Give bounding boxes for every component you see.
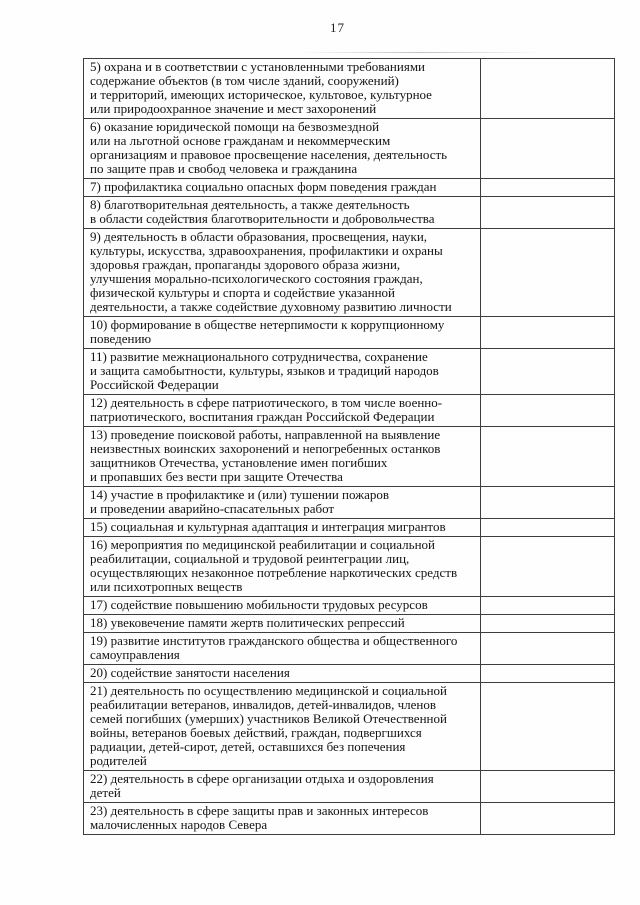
activity-cell: 13) проведение поисковой работы, направленной на выявление неизвестных воинских захоронений и непогребенных останков защитников Отечества, установление имен погибших и пропавших без вести при защите Отечества (84, 427, 481, 487)
table-row (84, 519, 615, 537)
value-cell (481, 59, 615, 119)
activity-cell: 12) деятельность в сфере патриотического, в том числе военно- патриотического, воспитания граждан Российской Федерации (84, 395, 481, 427)
value-cell (481, 615, 615, 633)
activity-cell: 7) профилактика социально опасных форм поведения граждан (84, 179, 481, 197)
value-cell (481, 633, 615, 665)
table-row (84, 427, 615, 487)
table-row (84, 119, 615, 179)
table-row (84, 487, 615, 519)
table-row (84, 633, 615, 665)
value-cell (481, 665, 615, 683)
activities-table (83, 58, 615, 835)
table-row (84, 349, 615, 395)
value-cell (481, 119, 615, 179)
value-cell (481, 683, 615, 771)
value-cell (481, 197, 615, 229)
activity-cell: 20) содействие занятости населения (84, 665, 481, 683)
value-cell (481, 395, 615, 427)
activity-cell: 21) деятельность по осуществлению медицинской и социальной реабилитации ветеранов, инвалидов, детей-инвалидов, членов семей погибших (умерших) участников Великой Отечественной войны, ветеранов боевых действий, граждан, подвергшихся радиации, детей-сирот, детей, оставшихся без попечения родителей (84, 683, 481, 771)
activities-table-body (84, 59, 615, 835)
value-cell (481, 179, 615, 197)
activity-cell: 9) деятельность в области образования, просвещения, науки, культуры, искусства, здравоохранения, профилактики и охраны здоровья граждан, пропаганды здорового образа жизни, улучшения морально-психологического состояния граждан, физической культуры и спорта и содействие указанной деятельности, а также содействие духовному развитию личности (84, 229, 481, 317)
activity-cell: 22) деятельность в сфере организации отдыха и оздоровления детей (84, 771, 481, 803)
activity-cell: 8) благотворительная деятельность, а также деятельность в области содействия благотворительности и добровольчества (84, 197, 481, 229)
table-row (84, 665, 615, 683)
value-cell (481, 317, 615, 349)
activity-cell: 18) увековечение памяти жертв политических репрессий (84, 615, 481, 633)
table-row (84, 179, 615, 197)
activity-cell: 6) оказание юридической помощи на безвозмездной или на льготной основе гражданам и некоммерческим организациям и правовое просвещение населения, деятельность по защите прав и свобод человека и гражданина (84, 119, 481, 179)
value-cell (481, 771, 615, 803)
activity-cell: 17) содействие повышению мобильности трудовых ресурсов (84, 597, 481, 615)
table-row (84, 59, 615, 119)
activity-cell: 10) формирование в обществе нетерпимости к коррупционному поведению (84, 317, 481, 349)
value-cell (481, 487, 615, 519)
activity-cell: 5) охрана и в соответствии с установленными требованиями содержание объектов (в том числе зданий, сооружений) и территорий, имеющих историческое, культовое, культурное или природоохранное значение и мест захоронений (84, 59, 481, 119)
value-cell (481, 427, 615, 487)
table-row (84, 229, 615, 317)
table-row (84, 803, 615, 835)
table-row (84, 197, 615, 229)
table-row (84, 597, 615, 615)
activity-cell: 23) деятельность в сфере защиты прав и законных интересов малочисленных народов Севера (84, 803, 481, 835)
value-cell (481, 519, 615, 537)
value-cell (481, 349, 615, 395)
table-row (84, 771, 615, 803)
table-row (84, 683, 615, 771)
activity-cell: 14) участие в профилактике и (или) тушении пожаров и проведении аварийно-спасательных работ (84, 487, 481, 519)
activity-cell: 16) мероприятия по медицинской реабилитации и социальной реабилитации, социальной и трудовой реинтеграции лиц, осуществляющих незаконное потребление наркотических средств или психотропных веществ (84, 537, 481, 597)
table-row (84, 317, 615, 349)
table-row (84, 615, 615, 633)
activity-cell: 15) социальная и культурная адаптация и интеграция мигрантов (84, 519, 481, 537)
table-row (84, 395, 615, 427)
value-cell (481, 537, 615, 597)
scan-artifact-line (300, 52, 540, 53)
activity-cell: 19) развитие институтов гражданского общества и общественного самоуправления (84, 633, 481, 665)
page-number: 17 (330, 20, 345, 35)
activity-cell: 11) развитие межнационального сотрудничества, сохранение и защита самобытности, культуры, языков и традиций народов Российской Федерации (84, 349, 481, 395)
value-cell (481, 803, 615, 835)
value-cell (481, 229, 615, 317)
value-cell (481, 597, 615, 615)
table-row (84, 537, 615, 597)
